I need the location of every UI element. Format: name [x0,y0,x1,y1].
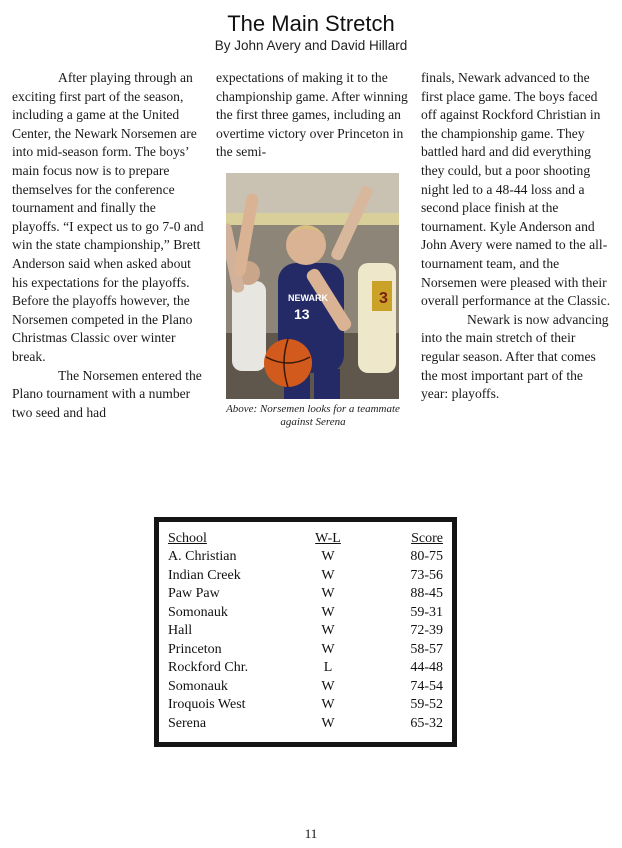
header-score: Score [411,530,443,546]
wl-cell: W [321,549,335,565]
svg-text:3: 3 [379,290,388,307]
wl-cell: W [321,586,335,602]
paragraph: expectations of making it to the championship game. After winning the first three games, including an overtime victory over Princeton in the semi- [216,70,408,160]
wl-cell: W [321,678,335,694]
table-row [168,715,443,734]
table-row [168,585,443,604]
score-cell: 58-57 [410,641,443,657]
school-cell: Indian Creek [168,567,241,583]
school-cell: Paw Paw [168,586,220,602]
column-3 [421,69,613,404]
paragraph: Newark is now advancing into the main stretch of their regular season. After that comes the most important part of the year: playoffs. [421,311,609,402]
table-row [168,696,443,715]
paragraph: The Norsemen entered the Plano tournament with a number two seed and had [12,367,202,420]
column-1 [12,69,204,422]
school-cell: A. Christian [168,549,237,565]
score-cell: 80-75 [410,549,443,565]
school-cell: Somonauk [168,678,228,694]
scores-box [154,517,457,747]
page-number: 11 [304,826,318,841]
score-cell: 59-31 [410,604,443,620]
table-row [168,659,443,678]
school-cell: Iroquois West [168,697,246,713]
paragraph: finals, Newark advanced to the first place game. The boys faced off against Rockford Christian in the championship game. They battled hard and did everything they could, but a poor shooting night led to a 48-44 loss and a second place finish at the tournament. Kyle Anderson and John Avery were named to the all-tournament team, and the Norsemen were pleased with their overall performance at the Classic. [421,70,611,309]
table-row [168,567,443,586]
score-cell: 88-45 [410,586,443,602]
article-title: The Main Stretch [227,11,395,36]
score-cell: 65-32 [410,715,443,731]
photo-illustration [226,173,399,399]
header-school: School [168,530,207,546]
score-cell: 59-52 [410,697,443,713]
wl-cell: W [321,641,335,657]
wl-cell: W [321,715,335,731]
paragraph: After playing through an exciting first part of the season, including a game at the United Center, the Newark Norsemen are into mid-season form. The boys’ main focus now is to prepare themselves for the conference tournament and finally the playoffs. “I expect us to go 7-0 and win the state championship,” Brett Anderson said when asked about his expectations for the playoffs. Before the playoffs however, the Norsemen competed in the Plano Christmas Classic over winter break. [12,70,204,364]
jersey-number: 13 [294,306,310,322]
jersey-text: NEWARK [288,293,328,303]
school-cell: Somonauk [168,604,228,620]
score-cell: 74-54 [410,678,443,694]
school-cell: Rockford Chr. [168,660,249,676]
table-row [168,548,443,567]
photo-caption: Above: Norsemen looks for a teammate against Serena [226,403,400,428]
wl-cell: W [321,567,335,583]
table-row [168,678,443,697]
table-row [168,641,443,660]
score-cell: 73-56 [410,567,443,583]
wl-cell: W [321,604,335,620]
table-row [168,622,443,641]
score-cell: 72-39 [410,623,443,639]
scores-header-row [168,529,443,548]
table-row [168,604,443,623]
wl-cell: W [321,697,335,713]
scores-table [168,529,443,733]
school-cell: Hall [168,623,193,639]
school-cell: Princeton [168,641,222,657]
header-wl: W-L [315,530,341,546]
basketball-photo [226,173,399,399]
wl-cell: L [323,660,333,676]
score-cell: 44-48 [410,660,443,676]
wl-cell: W [321,623,335,639]
article-byline: By John Avery and David Hillard [214,38,408,53]
column-2 [216,69,408,162]
school-cell: Serena [168,715,207,731]
